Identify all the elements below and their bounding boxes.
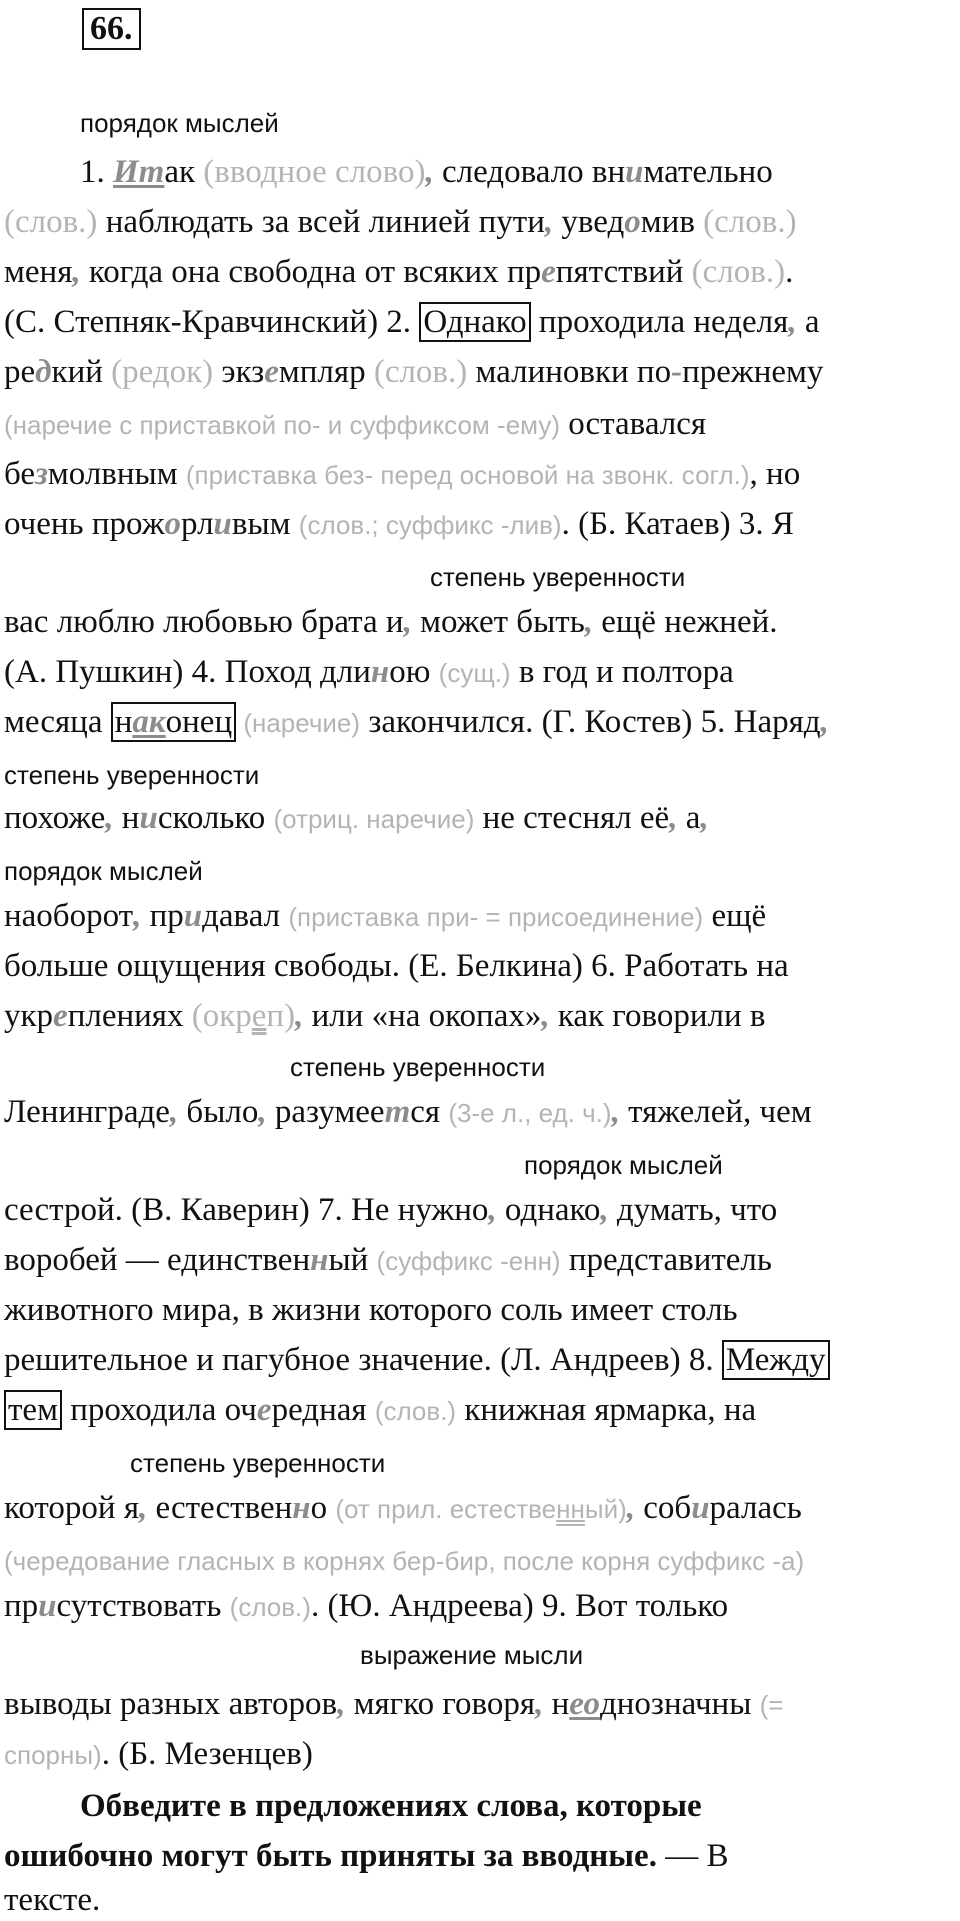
- framed-word: наконец: [111, 702, 236, 742]
- text-line: месяца наконец (наречие) закончился. (Г. Костев) 5. Наряд,: [4, 704, 829, 740]
- text-line: редкий (редок) экземпляр (слов.) малиновки по-прежнему: [4, 354, 824, 390]
- text-line: присутствовать (слов.). (Ю. Андреева) 9. Вот только: [4, 1588, 729, 1624]
- text-line: вас люблю любовью брата и, может быть, ещё нежней.: [4, 604, 778, 640]
- task-text: ошибочно могут быть приняты за вводные. — В: [4, 1838, 729, 1874]
- annotation-confidence: степень уверенности: [130, 1448, 386, 1478]
- text-line: (чередование гласных в корнях бер-бир, после корня суффикс -а): [4, 1546, 805, 1576]
- text-line: безмолвным (приставка без- перед основой на звонк. согл.), но: [4, 456, 801, 492]
- text-line: укреплениях (окреп), или «на окопах», как говорили в: [4, 998, 766, 1034]
- annotation-order: порядок мыслей: [524, 1150, 723, 1180]
- annotation-expression: выражение мысли: [360, 1640, 584, 1670]
- text-line: наоборот, придавал (приставка при- = присоединение) ещё: [4, 898, 767, 934]
- annotation-order: порядок мыслей: [80, 108, 279, 138]
- task-text: Обведите в предложениях слова, которые: [80, 1788, 702, 1824]
- text-line: животного мира, в жизни которого соль имеет столь: [4, 1292, 738, 1328]
- text-line: воробей — единственный (суффикс -енн) представитель: [4, 1242, 772, 1278]
- text-line: сестрой. (В. Каверин) 7. Не нужно, однако, думать, что: [4, 1192, 778, 1228]
- task-text: тексте.: [4, 1882, 101, 1918]
- framed-word: Между: [722, 1340, 830, 1380]
- text-line: Ленинграде, было, разумеется (3-е л., ед. ч.), тяжелей, чем: [4, 1094, 812, 1130]
- text-line: которой я, естественно (от прил. естественный), собиралась: [4, 1490, 802, 1526]
- text-line: спорны). (Б. Мезенцев): [4, 1736, 313, 1772]
- text-line: выводы разных авторов, мягко говоря, неоднозначны (=: [4, 1686, 784, 1722]
- annotation-confidence: степень уверенности: [4, 760, 260, 790]
- framed-word: тем: [4, 1390, 62, 1430]
- text-line: меня, когда она свободна от всяких препятствий (слов.).: [4, 254, 794, 290]
- annotation-confidence: степень уверенности: [430, 562, 686, 592]
- annotation-confidence: степень уверенности: [290, 1052, 546, 1082]
- annotation-order: порядок мыслей: [4, 856, 203, 886]
- text-line: (наречие с приставкой по- и суффиксом -ему) оставался: [4, 406, 707, 442]
- text-line: тем проходила очередная (слов.) книжная ярмарка, на: [4, 1390, 756, 1430]
- framed-word: Однако: [419, 302, 530, 342]
- text-line: (слов.) наблюдать за всей линией пути, уведомив (слов.): [4, 204, 797, 240]
- text-line: решительное и пагубное значение. (Л. Андреев) 8. Между: [4, 1340, 830, 1380]
- text-line: 1. Итак (вводное слово), следовало внимательно: [80, 154, 773, 190]
- exercise-number: 66.: [82, 8, 141, 50]
- text-line: очень прожорливым (слов.; суффикс -лив). (Б. Катаев) 3. Я: [4, 506, 794, 542]
- text-line: похоже, нисколько (отриц. наречие) не стеснял её, а,: [4, 800, 709, 836]
- text-line: больше ощущения свободы. (Е. Белкина) 6. Работать на: [4, 948, 789, 984]
- text-line: (А. Пушкин) 4. Поход длиною (сущ.) в год и полтора: [4, 654, 734, 690]
- text-line: (С. Степняк-Кравчинский) 2. Однако проходила неделя, а: [4, 304, 820, 340]
